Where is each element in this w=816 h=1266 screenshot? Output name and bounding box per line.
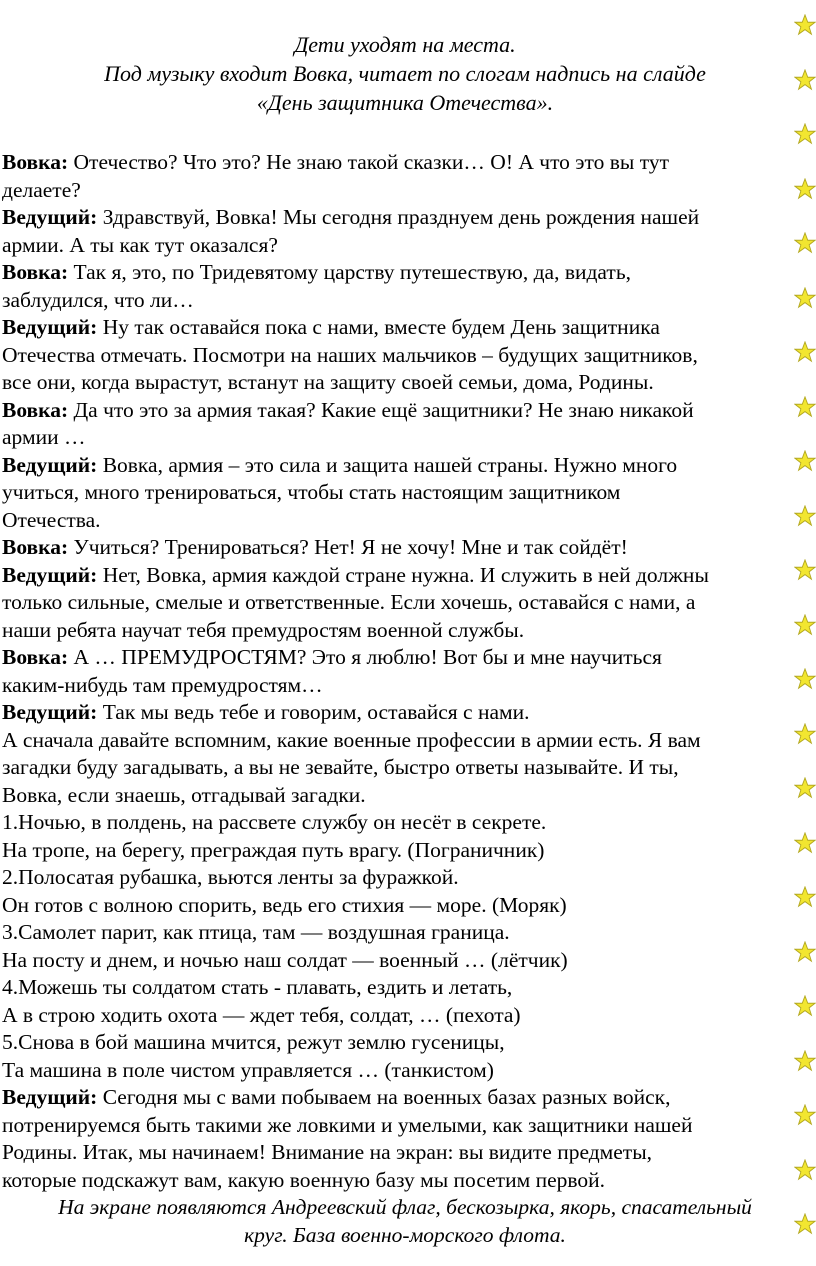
line-text: заблудился, что ли… [2, 287, 194, 312]
line-text: учиться, много тренироваться, чтобы стать настоящим защитником [2, 480, 621, 504]
dialogue-line [2, 727, 808, 755]
dialogue-line [2, 644, 808, 672]
dialogue-line [2, 424, 808, 452]
line-text: А сначала давайте вспомним, какие военные профессии в армии есть. Я вам [2, 727, 701, 752]
dialogue-line [2, 892, 808, 920]
dialogue-line [2, 342, 808, 370]
dialogue-line [2, 1084, 808, 1112]
dialogue-line [2, 1167, 808, 1195]
dialogue-line [2, 177, 808, 205]
dialogue-line [2, 1057, 808, 1085]
line-text: все они, когда вырастут, встанут на защиту своей семьи, дома, Родины. [2, 370, 654, 394]
dialogue-line [2, 149, 808, 177]
dialogue-line [2, 314, 808, 342]
line-text: 4.Можешь ты солдатом стать - плавать, ездить и летать, [2, 975, 513, 999]
speaker-name: Ведущий: [2, 562, 98, 587]
speaker-name: Вовка: [2, 397, 69, 422]
speaker-name: Ведущий: [2, 452, 98, 477]
dialogue-line [2, 479, 808, 507]
line-text: Отечество? Что это? Не знаю такой сказки… О! А что это вы тут [68, 150, 670, 174]
stage-direction-closing [2, 1194, 808, 1249]
line-text: которые подскажут вам, какую военную базу мы посетим первой. [2, 1167, 605, 1192]
dialogue-line [2, 617, 808, 645]
intro-line: «День защитника Отечества». [256, 90, 554, 115]
dialogue-line [2, 672, 808, 700]
speaker-name: Вовка: [2, 645, 69, 669]
dialogue-line [2, 864, 808, 892]
line-text: каким-нибудь там премудростям… [2, 672, 323, 697]
line-text: Так я, это, по Тридевятому царству путешествую, да, видать, [68, 260, 631, 284]
speaker-name: Ведущий: [2, 205, 98, 229]
line-text: Отечества. [2, 507, 101, 532]
dialogue-line [2, 1002, 808, 1030]
line-text: Учиться? Тренироваться? Нет! Я не хочу! Мне и так сойдёт! [68, 535, 628, 559]
line-text: Да что это за армия такая? Какие ещё защитники? Не знаю никакой [68, 397, 694, 422]
line-text: На посту и днем, и ночью наш солдат — военный … (лётчик) [2, 947, 568, 972]
line-text: загадки буду загадывать, а вы не зевайте, быстро ответы называйте. И ты, [2, 755, 679, 779]
speaker-name: Ведущий: [2, 700, 98, 724]
dialogue-line [2, 1112, 808, 1140]
line-text: только сильные, смелые и ответственные. Если хочешь, оставайся с нами, а [2, 590, 696, 614]
dialogue-line [2, 232, 808, 260]
dialogue-line [2, 507, 808, 535]
dialogue-line [2, 837, 808, 865]
line-text: Родины. Итак, мы начинаем! Внимание на экран: вы видите предметы, [2, 1140, 653, 1164]
line-text: наши ребята научат тебя премудростям военной службы. [2, 617, 525, 642]
closing-line: круг. База военно-морского флота. [244, 1222, 566, 1247]
dialogue-line [2, 562, 808, 590]
dialogue-line [2, 1139, 808, 1167]
line-text: армии … [2, 425, 86, 449]
dialogue-line [2, 974, 808, 1002]
dialogue-line [2, 809, 808, 837]
line-text: Вовка, армия – это сила и защита нашей страны. Нужно много [97, 452, 678, 477]
line-text: Так мы ведь тебе и говорим, оставайся с нами. [97, 700, 530, 724]
document-page [2, 30, 808, 1249]
line-text: армии. А ты как тут оказался? [2, 232, 278, 257]
dialogue-line [2, 947, 808, 975]
line-text: А … ПРЕМУДРОСТЯМ? Это я люблю! Вот бы и мне научиться [68, 645, 662, 669]
line-text: 5.Снова в бой машина мчится, режут землю гусеницы, [2, 1030, 505, 1054]
line-text: потренируемся быть такими же ловкими и умелыми, как защитники нашей [2, 1112, 693, 1137]
intro-line: Дети уходят на места. [294, 32, 516, 57]
line-text: Та машина в поле чистом управляется … (танкистом) [2, 1057, 494, 1082]
dialogue-line [2, 534, 808, 562]
dialogue-line [2, 699, 808, 727]
line-text: Сегодня мы с вами побываем на военных базах разных войск, [97, 1085, 671, 1109]
line-text: Ну так оставайся пока с нами, вместе будем День защитника [97, 315, 660, 339]
dialogue-line [2, 782, 808, 810]
line-text: На тропе, на берегу, преграждая путь врагу. (Пограничник) [2, 837, 545, 862]
dialogue-line [2, 589, 808, 617]
dialogue-line [2, 369, 808, 397]
speaker-name: Вовка: [2, 150, 69, 174]
speaker-name: Вовка: [2, 535, 69, 559]
line-text: делаете? [2, 177, 81, 202]
line-text: 2.Полосатая рубашка, вьются ленты за фуражкой. [2, 865, 459, 889]
line-text: А в строю ходить охота — ждет тебя, солдат, … (пехота) [2, 1002, 521, 1027]
closing-line: На экране появляются Андреевский флаг, бескозырка, якорь, спасательный [58, 1195, 752, 1219]
line-text: Отечества отмечать. Посмотри на наших мальчиков – будущих защитников, [2, 342, 698, 367]
dialogue-line [2, 204, 808, 232]
speaker-name: Ведущий: [2, 1085, 98, 1109]
stage-direction-intro [2, 30, 808, 117]
speaker-name: Вовка: [2, 260, 69, 284]
line-text: Нет, Вовка, армия каждой стране нужна. И служить в ней должны [97, 562, 709, 587]
dialogue-line [2, 754, 808, 782]
dialogue-line [2, 919, 808, 947]
line-text: Вовка, если знаешь, отгадывай загадки. [2, 782, 366, 807]
line-text: 1.Ночью, в полдень, на рассвете службу он несёт в секрете. [2, 810, 547, 834]
line-text: Здравствуй, Вовка! Мы сегодня празднуем день рождения нашей [97, 205, 700, 229]
line-text: Он готов с волною спорить, ведь его стихия — море. (Моряк) [2, 892, 567, 917]
dialogue-body [2, 149, 808, 1194]
line-text: 3.Самолет парит, как птица, там — воздушная граница. [2, 920, 510, 944]
dialogue-line [2, 287, 808, 315]
dialogue-line [2, 1029, 808, 1057]
dialogue-line [2, 259, 808, 287]
intro-line: Под музыку входит Вовка, читает по слогам надпись на слайде [104, 61, 706, 86]
dialogue-line [2, 452, 808, 480]
speaker-name: Ведущий: [2, 315, 98, 339]
dialogue-line [2, 397, 808, 425]
